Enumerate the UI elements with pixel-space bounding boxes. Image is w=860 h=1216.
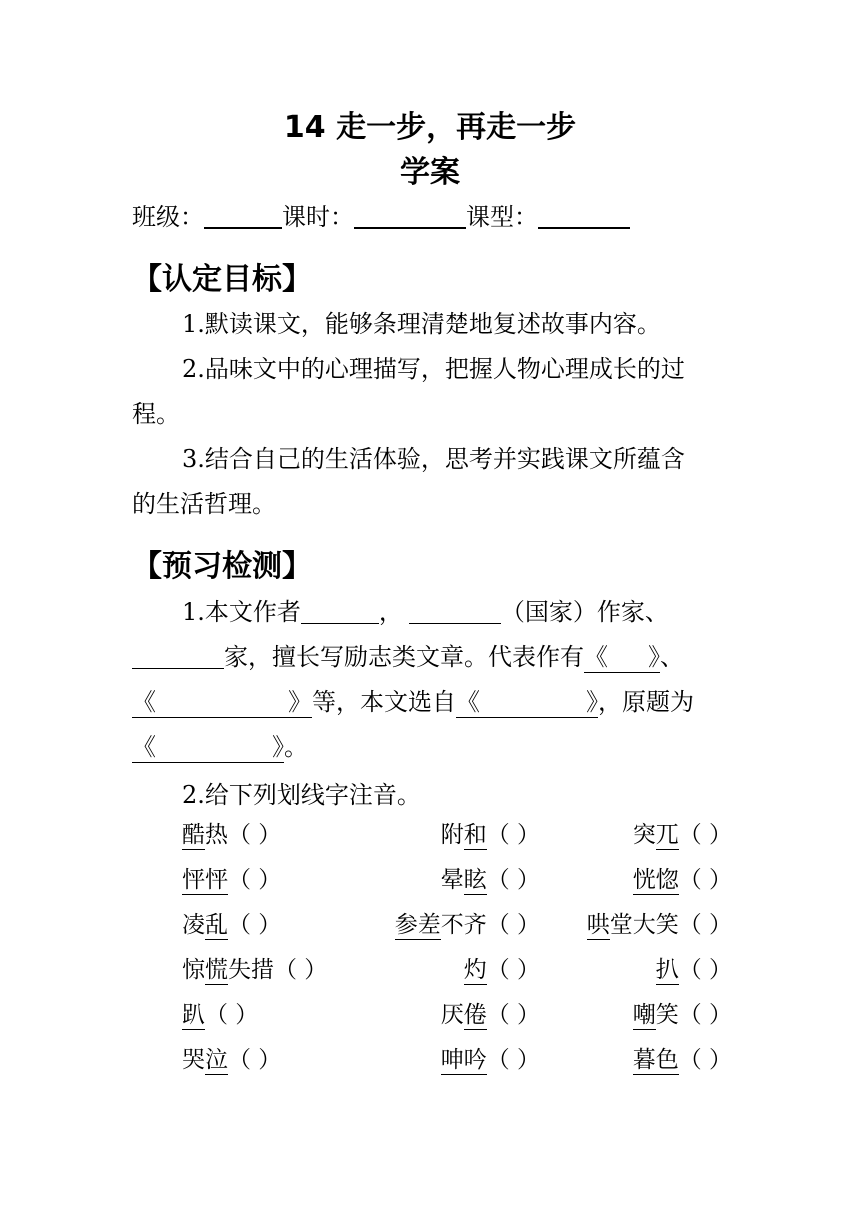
underlined-char: 暮色	[632, 1047, 679, 1073]
pinyin-item	[656, 953, 732, 987]
answer-paren[interactable]: （ ）	[205, 1002, 259, 1028]
section-heading-preview: 【预习检测】	[132, 549, 312, 584]
source-blank[interactable]: 《 》	[456, 688, 598, 716]
profession-blank[interactable]	[132, 642, 224, 669]
answer-paren[interactable]: （ ）	[678, 822, 732, 848]
underlined-char: 趴	[182, 1002, 205, 1028]
q2-prompt: 2.给下列划线字注音。	[182, 781, 421, 809]
answer-paren[interactable]: （ ）	[228, 912, 282, 938]
pinyin-item	[464, 953, 540, 987]
answer-paren[interactable]: （ ）	[486, 867, 540, 893]
underlined-char: 恍惚	[632, 867, 679, 893]
underlined-char: 乱	[205, 912, 228, 938]
underlined-char: 呻吟	[440, 1047, 487, 1073]
period-blank[interactable]	[354, 201, 466, 229]
item-char: 凌	[182, 912, 205, 938]
item-char: 厌	[440, 1002, 464, 1028]
pinyin-item	[633, 998, 732, 1032]
pinyin-item	[633, 863, 732, 897]
pinyin-item	[182, 908, 281, 942]
document-title: 14 走一步，再走一步	[283, 110, 577, 145]
answer-paren[interactable]: （ ）	[228, 822, 282, 848]
item-char: 附	[440, 822, 464, 848]
underlined-char: 嘲	[632, 1002, 656, 1028]
item-char: 热	[205, 822, 228, 848]
pinyin-item	[441, 818, 540, 852]
answer-paren[interactable]: （ ）	[678, 1047, 732, 1073]
pinyin-item	[587, 908, 732, 942]
item-char: 失措	[228, 957, 274, 983]
underlined-char: 怦怦	[182, 867, 228, 893]
item-char: 突	[632, 822, 656, 848]
pinyin-item	[182, 863, 281, 897]
answer-paren[interactable]: （ ）	[486, 1002, 540, 1028]
goal-item-2: 2.品味文中的心理描写，把握人物心理成长的过	[182, 355, 685, 383]
pinyin-item	[182, 818, 281, 852]
document-subtitle: 学案	[400, 155, 460, 190]
item-char: 晕	[440, 867, 464, 893]
pinyin-item	[633, 1043, 732, 1077]
pinyin-item	[182, 953, 327, 987]
section-heading-goals: 【认定目标】	[132, 262, 312, 297]
item-char: 不齐	[440, 912, 487, 938]
pinyin-item	[441, 998, 540, 1032]
work-blank-2[interactable]: 《 》	[132, 688, 312, 716]
underlined-char: 灼	[463, 957, 487, 983]
type-label: 课型：	[466, 203, 538, 231]
pinyin-item	[182, 998, 258, 1032]
q1-line-4: 《 》。	[132, 733, 308, 761]
underlined-char: 哄	[586, 912, 610, 938]
original-title-blank[interactable]: 《 》	[132, 733, 284, 761]
answer-paren[interactable]: （ ）	[486, 912, 540, 938]
country-blank[interactable]	[409, 597, 501, 624]
goal-item-3: 3.结合自己的生活体验，思考并实践课文所蕴含	[182, 445, 685, 473]
underlined-char: 和	[463, 822, 487, 848]
q1-line-2: 家，擅长写励志类文章。代表作有《 》、	[132, 640, 684, 674]
answer-paren[interactable]: （ ）	[678, 867, 732, 893]
goal-item-2-cont: 程。	[132, 400, 180, 428]
answer-paren[interactable]: （ ）	[486, 957, 540, 983]
class-blank[interactable]	[204, 201, 282, 229]
q1-line-3: 《 》等，本文选自《 》，原题为	[132, 688, 694, 716]
answer-paren[interactable]: （ ）	[274, 957, 328, 983]
goal-item-1: 1.默读课文，能够条理清楚地复述故事内容。	[182, 310, 661, 338]
period-label: 课时：	[282, 203, 354, 231]
answer-paren[interactable]: （ ）	[486, 1047, 540, 1073]
pinyin-item	[441, 1043, 540, 1077]
pinyin-item	[441, 863, 540, 897]
underlined-char: 兀	[655, 822, 679, 848]
underlined-char: 扒	[655, 957, 679, 983]
underlined-char: 参差	[394, 912, 441, 938]
underlined-char: 泣	[205, 1047, 228, 1073]
pinyin-item	[182, 1043, 281, 1077]
pinyin-item	[633, 818, 732, 852]
answer-paren[interactable]: （ ）	[678, 1002, 732, 1028]
goal-item-3-cont: 的生活哲理。	[132, 490, 276, 518]
answer-paren[interactable]: （ ）	[228, 867, 282, 893]
info-line	[132, 200, 630, 234]
underlined-char: 眩	[463, 867, 487, 893]
answer-paren[interactable]: （ ）	[228, 1047, 282, 1073]
author-blank[interactable]	[301, 597, 379, 624]
item-char: 笑	[655, 1002, 679, 1028]
answer-paren[interactable]: （ ）	[678, 957, 732, 983]
underlined-char: 慌	[205, 957, 228, 983]
q1-line-1: 1.本文作者 ， （国家）作家、	[182, 598, 669, 626]
class-label: 班级：	[132, 203, 204, 231]
item-char: 惊	[182, 957, 205, 983]
answer-paren[interactable]: （ ）	[678, 912, 732, 938]
item-char: 堂大笑	[609, 912, 679, 938]
type-blank[interactable]	[538, 201, 630, 229]
answer-paren[interactable]: （ ）	[486, 822, 540, 848]
item-char: 哭	[182, 1047, 205, 1073]
underlined-char: 酷	[182, 822, 205, 848]
pinyin-item	[395, 908, 540, 942]
underlined-char: 倦	[463, 1002, 487, 1028]
